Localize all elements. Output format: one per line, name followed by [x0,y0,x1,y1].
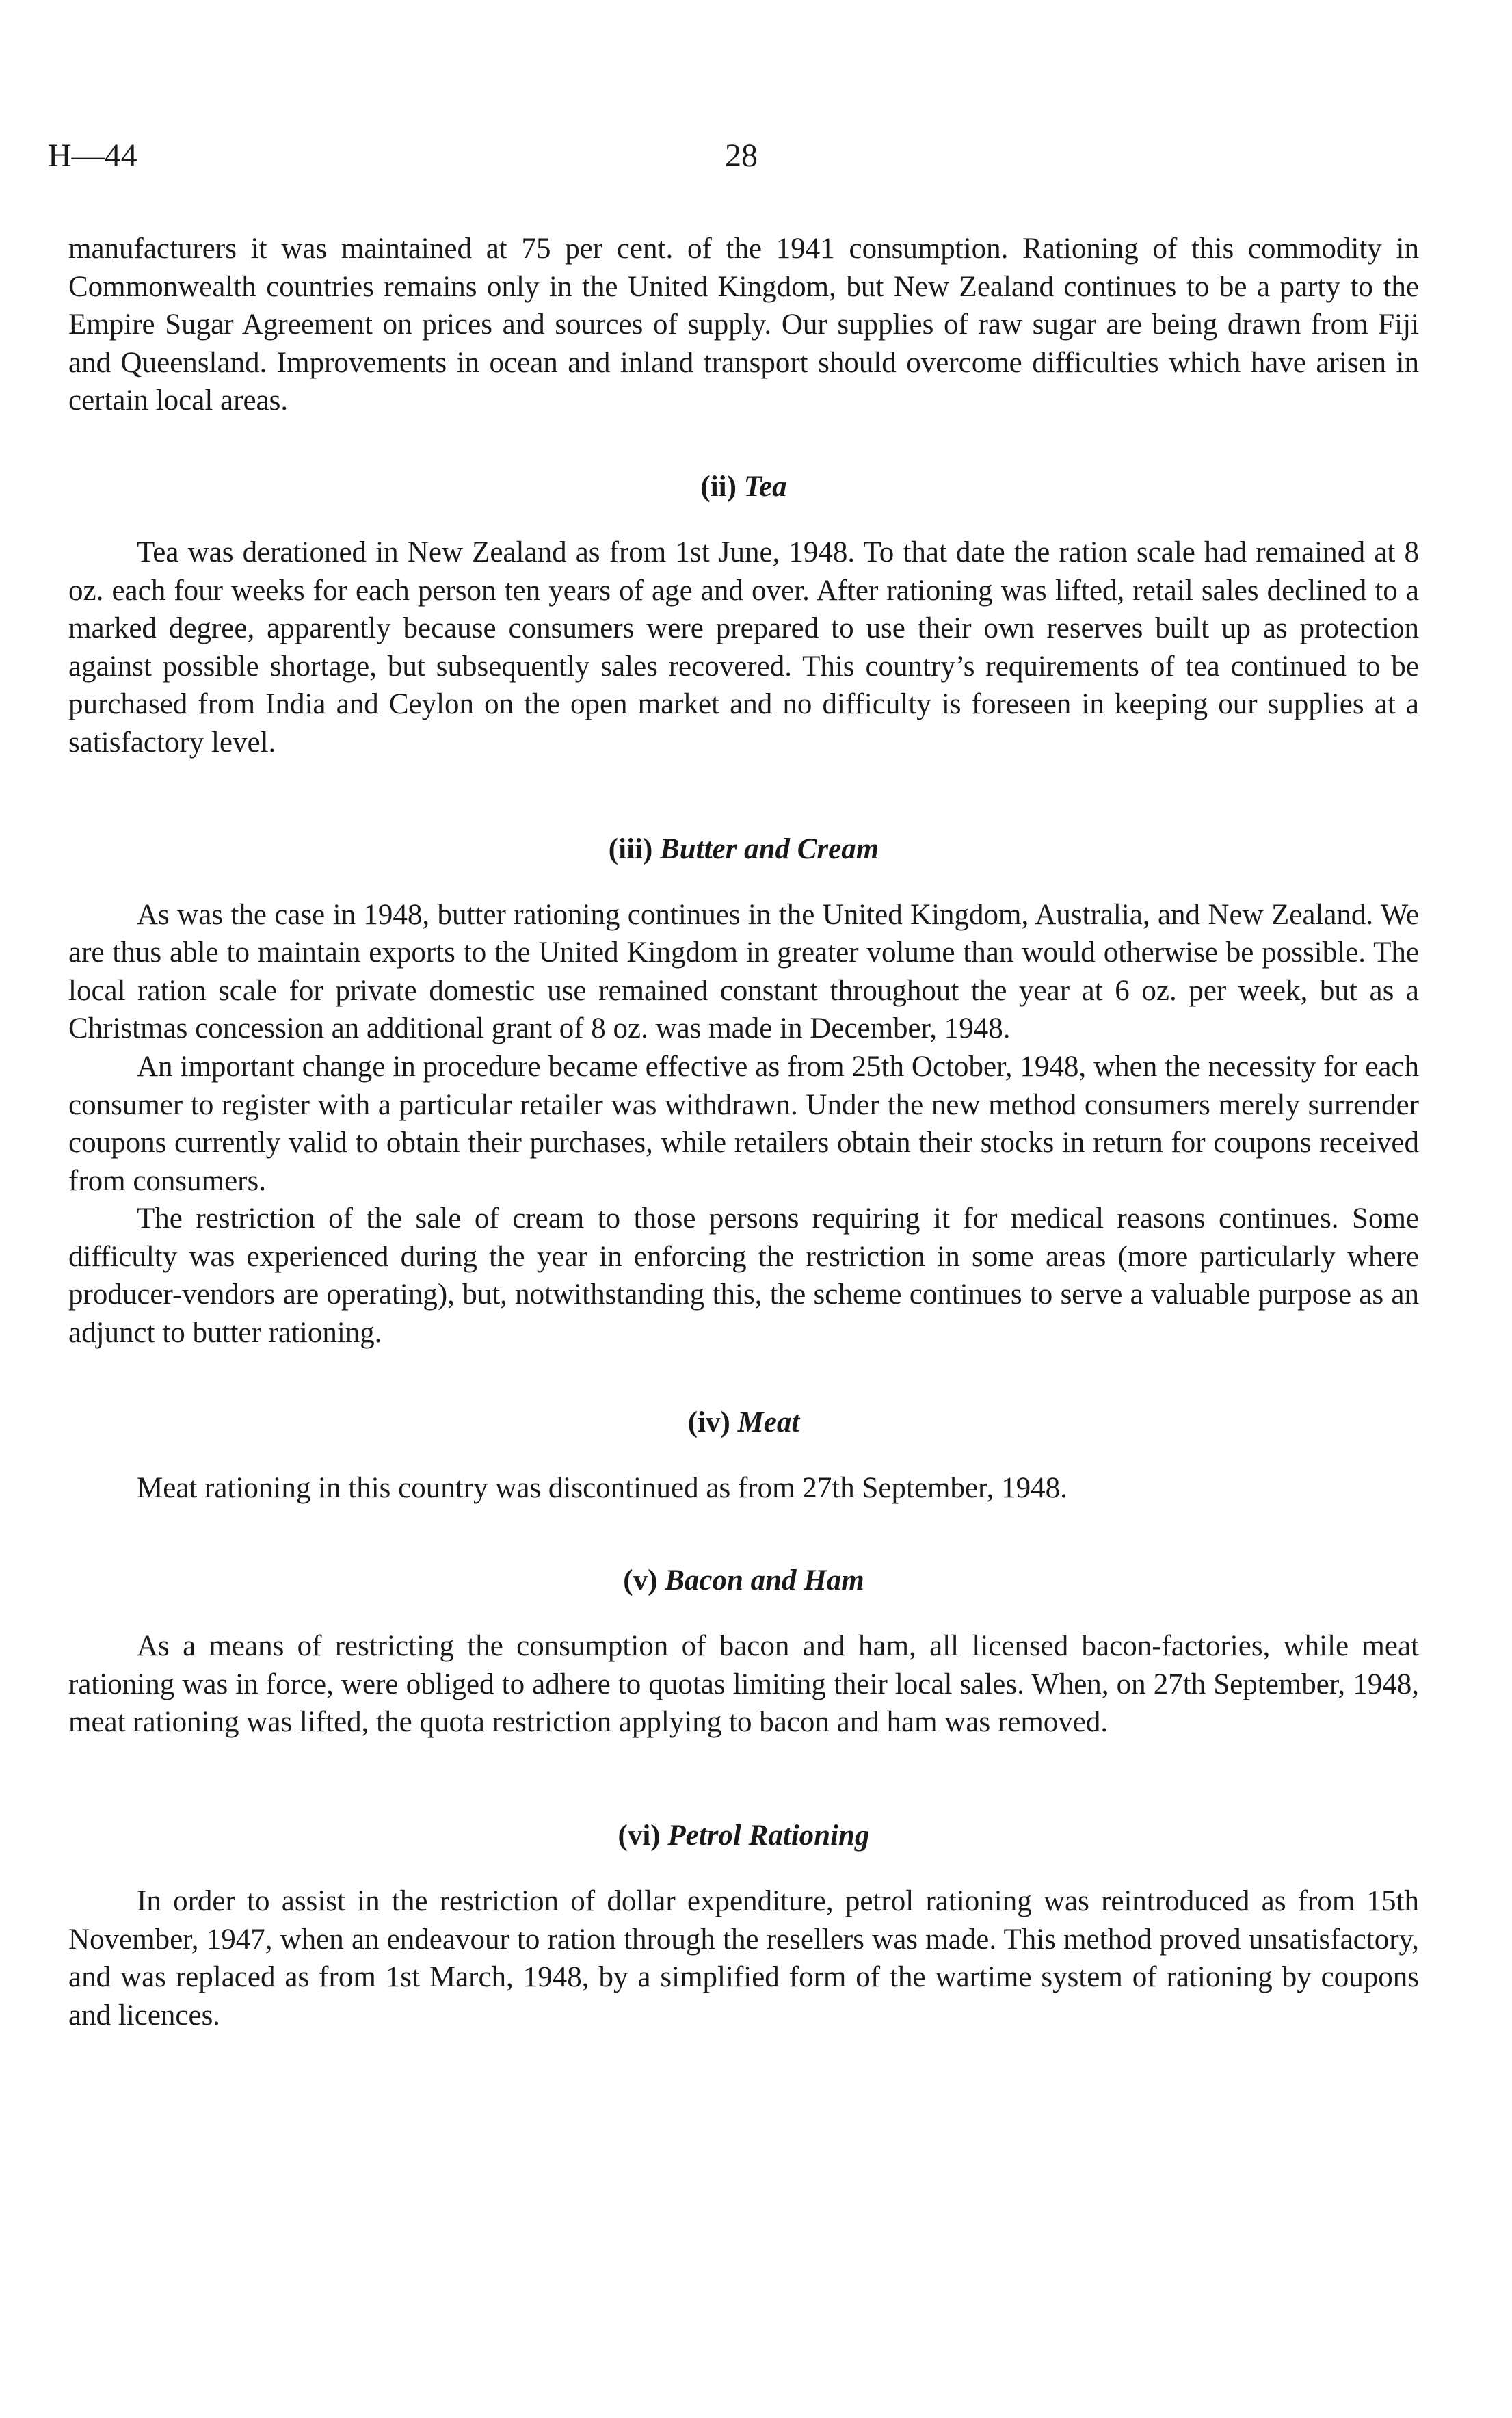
section-title: Tea [743,470,787,503]
section-title: Butter and Cream [660,832,879,865]
section-title: Petrol Rationing [667,1819,870,1852]
section-heading-meat [68,1404,1419,1442]
meat-paragraph: Meat rationing in this country was discontinued as from 27th September, 1948. [137,1471,1067,1504]
intro-paragraph: manufacturers it was maintained at 75 per cent. of the 1941 consumption. Rationing of this commodity in Commonwealth countries remains only in the United Kingdom, but New Zealand continues to be a party to the Empire Sugar Agreement on prices and sources of supply. Our supplies of raw sugar are being drawn from Fiji and Queensland. Improvements in ocean and inland transport should overcome difficulties which have arisen in certain local areas. [68,233,1419,417]
section-heading-tea [68,468,1419,506]
section-number: (ii) [700,470,737,503]
butter-paragraph-1: As was the case in 1948, butter rationing continues in the United Kingdom, Australia, and New Zealand. We are thus able to maintain exports to the United Kingdom in greater volume than would otherwise be possible. The local ration scale for private domestic use remained constant throughout the year at 6 oz. per week, but as a Christmas concession an additional grant of 8 oz. was made in December, 1948. [68,898,1419,1045]
section-number: (iii) [608,832,653,865]
document-reference: H—44 [48,137,137,174]
page-header [48,137,1457,185]
section-heading-petrol-rationing [68,1817,1419,1855]
bacon-paragraph: As a means of restricting the consumption of bacon and ham, all licensed bacon-factories, while meat rationing was in force, were obliged to adhere to quotas limiting their local sales. When, on 27th September, 1948, meat rationing was lifted, the quota restriction applying to bacon and ham was removed. [68,1630,1419,1739]
petrol-paragraph: In order to assist in the restriction of dollar expenditure, petrol rationing was reintroduced as from 15th November, 1947, when an endeavour to ration through the resellers was made. This method proved unsatisfactory, and was replaced as from 1st March, 1948, by a simplified form of the wartime system of rationing by coupons and licences. [68,1885,1419,2032]
section-number: (iv) [687,1406,730,1438]
section-number: (v) [623,1564,658,1597]
body-text [68,230,1419,2034]
tea-paragraph: Tea was derationed in New Zealand as from 1st June, 1948. To that date the ration scale had remained at 8 oz. each four weeks for each person ten years of age and over. After rationing was lifted, retail sales declined to a marked degree, apparently because consumers were prepared to use their own reserves built up as protection against possible shortage, but subsequently sales recovered. This country’s requirements of tea continued to be purchased from India and Ceylon on the open market and no difficulty is foreseen in keeping our supplies at a satisfactory level. [68,536,1419,759]
section-heading-bacon-and-ham [68,1562,1419,1600]
section-title: Bacon and Ham [665,1564,864,1597]
butter-paragraph-3: The restriction of the sale of cream to those persons requiring it for medical reasons continues. Some difficulty was experienced during the year in enforcing the restriction in some areas (more particularly where producer-vendors are operating), but, notwithstanding this, the scheme continues to serve a valuable purpose as an adjunct to butter rationing. [68,1203,1419,1350]
butter-paragraph-2: An important change in procedure became effective as from 25th October, 1948, when the necessity for each consumer to register with a particular retailer was withdrawn. Under the new method consumers merely surrender coupons currently valid to obtain their purchases, while retailers obtain their stocks in return for coupons received from consumers. [68,1050,1419,1197]
page-number: 28 [725,137,758,174]
section-number: (vi) [618,1819,661,1852]
section-heading-butter-and-cream [68,830,1419,869]
section-title: Meat [737,1406,800,1438]
